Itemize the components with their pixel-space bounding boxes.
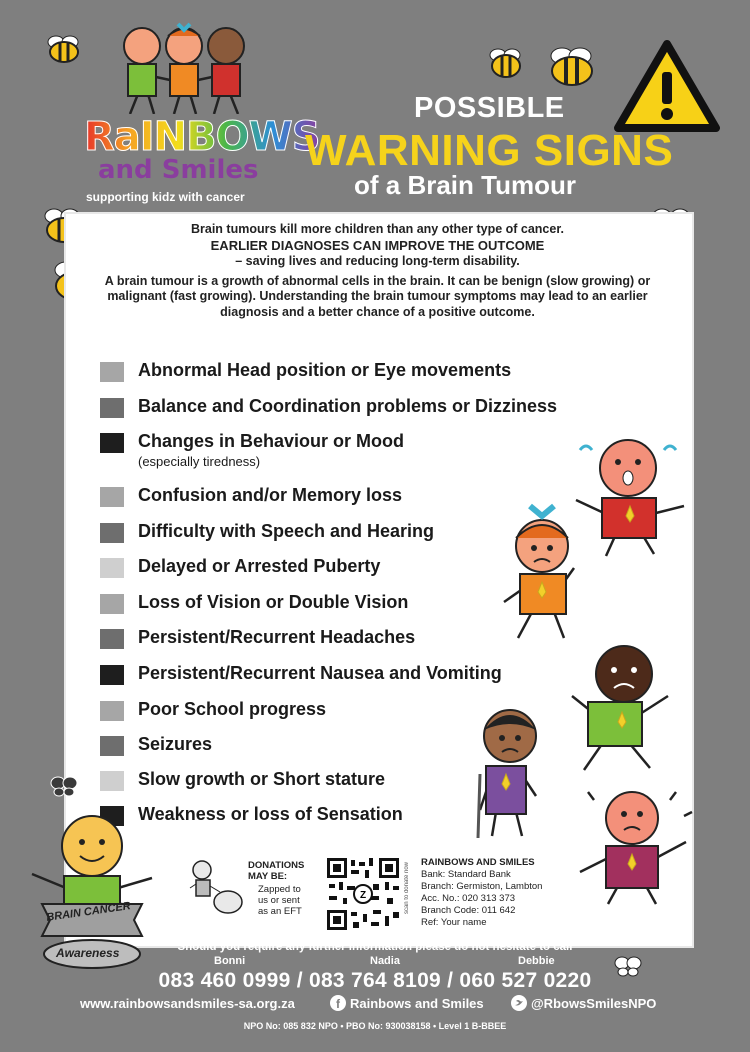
contact-prompt: Should you require any further information please do not hesitate to call <box>177 941 573 953</box>
bank-account-number: Acc. No.: 020 313 373 <box>421 893 516 904</box>
title-warning-signs: WARNING SIGNS <box>305 126 674 175</box>
sign-text <box>138 556 380 577</box>
website-link[interactable]: www.rainbowsandsmiles-sa.org.za <box>80 996 295 1011</box>
warning-sign-item <box>100 699 326 725</box>
sign-marker <box>100 362 124 382</box>
warning-sign-item <box>100 734 212 760</box>
sign-label: Loss of Vision or Double Vision <box>138 592 409 612</box>
sign-label: Seizures <box>138 734 213 754</box>
sign-label: Weakness or loss of Sensation <box>138 804 403 824</box>
shaking-kid-illustration <box>572 782 696 906</box>
sign-text <box>138 431 404 469</box>
donations-note <box>248 860 304 917</box>
title-possible: POSSIBLE <box>414 92 565 124</box>
bee-icon <box>544 44 600 88</box>
kid-with-crutch-illustration <box>466 700 550 840</box>
title-brain-tumour: of a Brain Tumour <box>354 170 576 200</box>
sign-label: Balance and Coordination problems or Dizziness <box>138 396 558 416</box>
bank-branch: Branch: Germiston, Lambton <box>421 881 543 892</box>
logo-subtitle: and Smiles <box>98 155 259 185</box>
sign-label: Slow growth or Short stature <box>138 769 386 789</box>
warning-sign-item <box>100 431 405 469</box>
sign-text <box>138 769 385 790</box>
piggy-bank-icon <box>186 858 246 918</box>
sign-text <box>138 699 326 720</box>
intro-text <box>100 222 655 324</box>
badge-awareness: Awareness <box>56 946 120 960</box>
girl-kid-illustration <box>494 492 590 648</box>
sign-note: (especially tiredness) <box>138 454 261 469</box>
sign-label: Abnormal Head position or Eye movements <box>138 360 512 380</box>
contact-name-bonni: Bonni <box>214 955 246 967</box>
warning-triangle-icon <box>612 38 722 134</box>
sign-marker <box>100 771 124 791</box>
logo-tagline: supporting kidz with cancer <box>86 190 245 204</box>
sign-text <box>138 396 557 417</box>
sign-marker <box>100 433 124 453</box>
sign-label: Changes in Behaviour or Mood <box>138 431 405 451</box>
qr-scan-caption: scan to donate now <box>404 862 410 915</box>
warning-sign-item <box>100 556 380 582</box>
sign-marker <box>100 523 124 543</box>
sign-label: Confusion and/or Memory loss <box>138 485 403 505</box>
sign-label: Persistent/Recurrent Headaches <box>138 627 416 647</box>
sad-kid-illustration <box>564 640 690 772</box>
sign-text <box>138 663 502 684</box>
warning-sign-item <box>100 627 415 653</box>
badge-brain-cancer: BRAIN CANCER <box>45 900 132 924</box>
warning-sign-item <box>100 769 385 795</box>
sign-text <box>138 360 511 381</box>
sign-marker <box>100 629 124 649</box>
bee-icon <box>44 34 84 64</box>
bank-reference: Ref: Your name <box>421 917 487 928</box>
sign-label: Poor School progress <box>138 699 327 719</box>
warning-sign-item <box>100 396 557 422</box>
twitter-link[interactable]: @RbowsSmilesNPO <box>531 996 657 1011</box>
sign-marker <box>100 594 124 614</box>
qr-code-icon[interactable] <box>325 856 401 932</box>
donations-heading: DONATIONS <box>248 860 305 871</box>
bank-details <box>421 857 542 929</box>
warning-sign-item <box>100 360 511 386</box>
sign-text <box>138 592 408 613</box>
warning-sign-item <box>100 521 434 547</box>
bank-account-name: RAINBOWS AND SMILES <box>421 857 535 868</box>
sign-marker <box>100 665 124 685</box>
contact-name-nadia: Nadia <box>370 955 400 967</box>
sign-label: Persistent/Recurrent Nausea and Vomiting <box>138 663 502 683</box>
sign-marker <box>100 736 124 756</box>
intro-paragraph-2: A brain tumour is a growth of abnormal cells in the brain. It can be benign (slow growing) or malignant (fast growing). Understanding the brain tumour symptoms may lead to an earlier diagnosis and a better chance of a positive outcome. <box>104 273 651 319</box>
twitter-icon[interactable] <box>511 995 527 1011</box>
bank-name: Bank: Standard Bank <box>421 869 511 880</box>
sign-text <box>138 485 402 506</box>
bank-branch-code: Branch Code: 011 642 <box>421 905 516 916</box>
bee-icon <box>486 46 526 80</box>
warning-sign-item <box>100 592 408 618</box>
warning-sign-item <box>100 663 502 689</box>
donations-subheading: MAY BE: <box>248 871 288 882</box>
facebook-link[interactable]: Rainbows and Smiles <box>350 996 484 1011</box>
donations-body-1: Zapped to <box>258 884 301 895</box>
sign-marker <box>100 487 124 507</box>
sign-marker <box>100 398 124 418</box>
sign-text <box>138 521 434 542</box>
facebook-icon[interactable] <box>330 995 346 1011</box>
donations-body-2: us or sent <box>258 895 300 906</box>
sign-text <box>138 627 415 648</box>
intro-line-3: – saving lives and reducing long-term disability. <box>235 254 520 268</box>
npo-registration: NPO No: 085 832 NPO • PBO No: 930038158 • Level 1 B-BBEE <box>243 1021 507 1031</box>
kids-holding-hands-illustration <box>108 22 258 114</box>
sign-text <box>138 804 403 825</box>
sign-marker <box>100 701 124 721</box>
donations-body-3: as an EFT <box>258 906 302 917</box>
sign-text <box>138 734 212 755</box>
contact-phone-numbers[interactable]: 083 460 0999 / 083 764 8109 / 060 527 0220 <box>158 969 592 992</box>
svg-text:Z: Z <box>359 890 367 901</box>
logo-wordmark: RaINBOWS <box>84 114 320 160</box>
sign-label: Difficulty with Speech and Hearing <box>138 521 435 541</box>
warning-sign-item <box>100 485 402 511</box>
sign-marker <box>100 558 124 578</box>
sign-label: Delayed or Arrested Puberty <box>138 556 381 576</box>
intro-line-2: EARLIER DIAGNOSES CAN IMPROVE THE OUTCOME <box>210 237 545 253</box>
butterfly-icon <box>50 774 78 798</box>
svg-text:f: f <box>336 997 340 1011</box>
intro-line-1: Brain tumours kill more children than any other type of cancer. <box>190 222 564 236</box>
contact-name-debbie: Debbie <box>518 955 555 967</box>
